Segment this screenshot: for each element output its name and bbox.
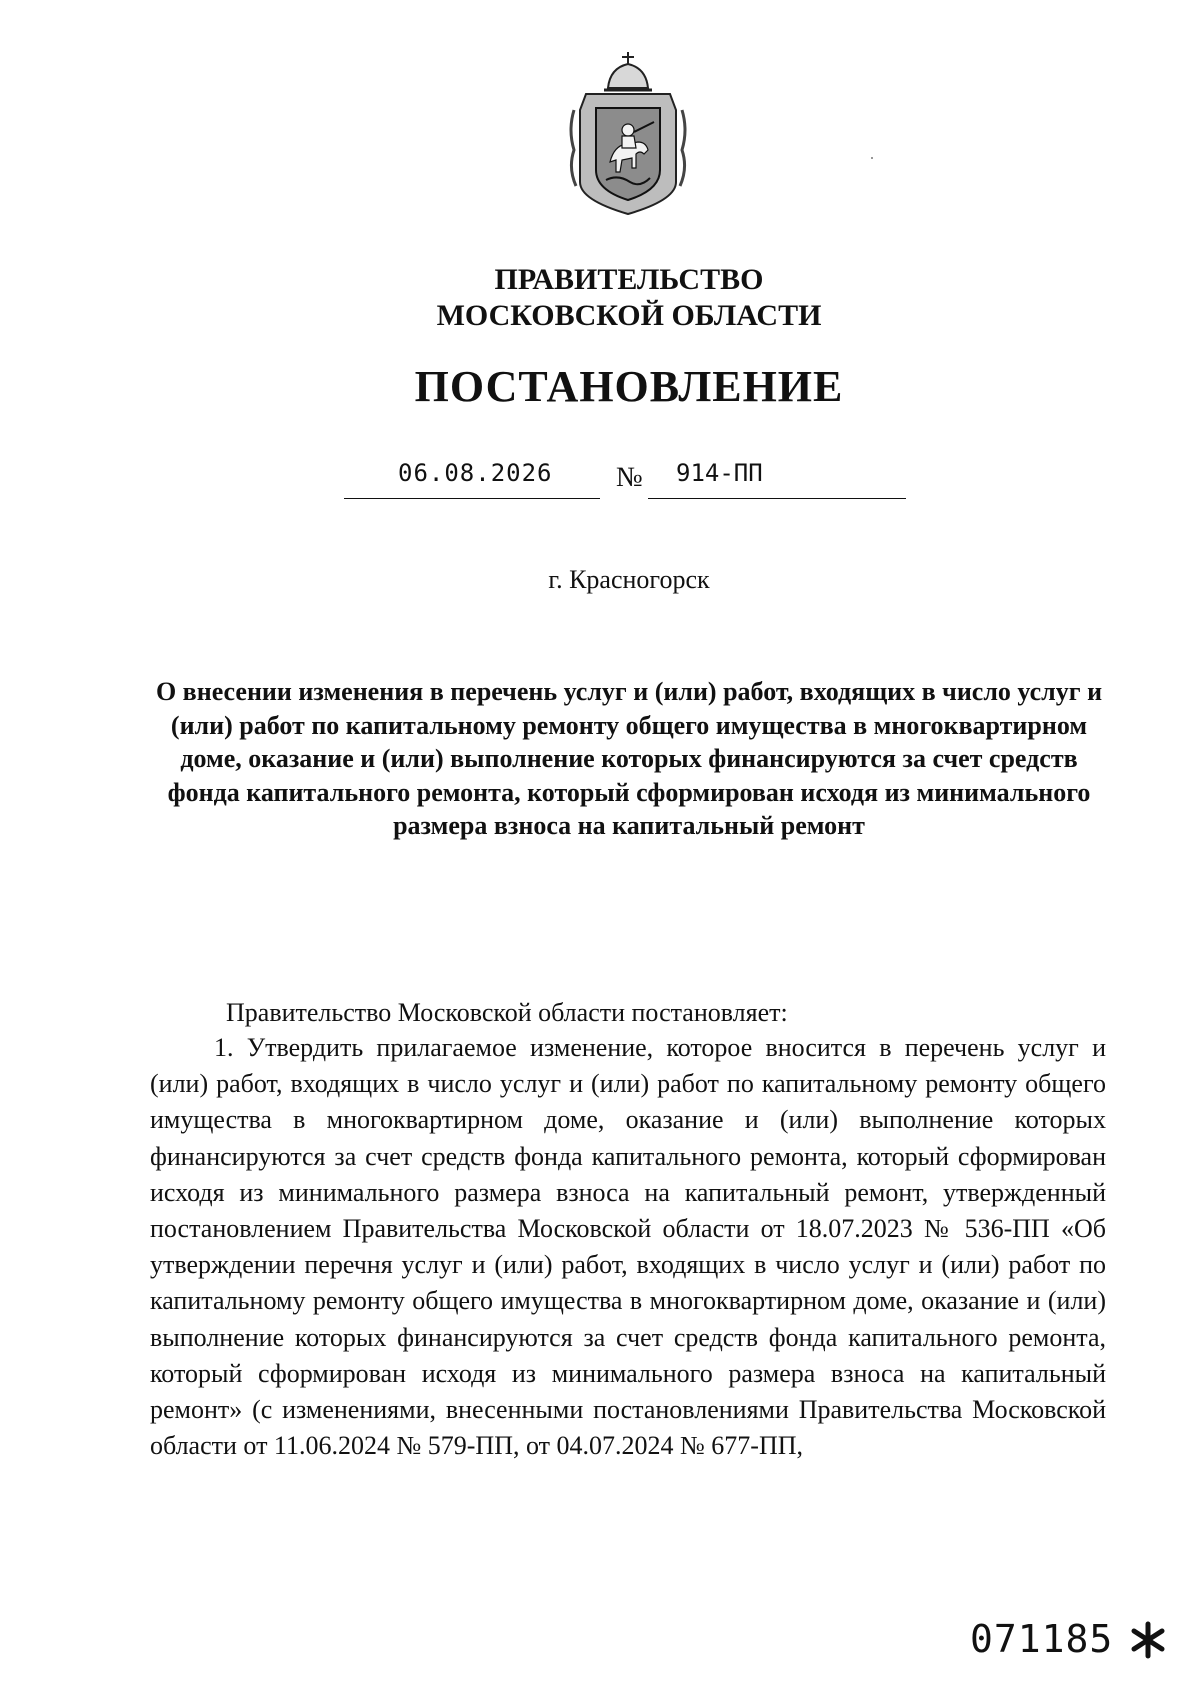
document-title: О внесении изменения в перечень услуг и (или) работ, входящих в число услуг и (или) работ по капитальному ремонту общего имущества в многоквартирном доме, оказание и (или) выполнение которых финансируются за счет средств фонда капитального ремонта, который сформирован исходя из минимального размера взноса на капитальный ремонт	[155, 677, 1103, 840]
preamble: Правительство Московской области постановляет:	[226, 998, 788, 1027]
issuing-authority-line-2: МОСКОВСКОЙ ОБЛАСТИ	[436, 299, 822, 332]
coat-of-arms-icon	[566, 50, 690, 218]
scan-speck	[871, 157, 873, 159]
stamp-number: 071185	[970, 1617, 1114, 1661]
date-underline	[344, 498, 600, 499]
place-of-issue: г. Красногорск	[548, 565, 710, 594]
number-sign: №	[616, 462, 643, 493]
number-underline	[648, 498, 906, 499]
asterisk-icon	[1128, 1620, 1168, 1660]
document-number: 914-ПП	[676, 459, 763, 487]
paragraph-1: 1. Утвердить прилагаемое изменение, которое вносится в перечень услуг и (или) работ, входящих в число услуг и (или) работ по капитальному ремонту общего имущества в многоквартирном доме, оказание и (или) выполнение которых финансируются за счет средств фонда капитального ремонта, который сформирован исходя из минимального размера взноса на капитальный ремонт, утвержденный постановлением Правительства Московской области от 18.07.2023 № 536-ПП «Об утверждении перечня услуг и (или) работ, входящих в число услуг и (или) работ по капитальному ремонту общего имущества в многоквартирном доме, оказание и (или) выполнение которых финансируются за счет средств фонда капитального ремонта, который сформирован исходя из минимального размера взноса на капитальный ремонт» (с изменениями, внесенными постановлениями Правительства Московской области от 11.06.2024 № 579-ПП, от 04.07.2024 № 677-ПП,	[150, 1033, 1106, 1461]
document-date: 06.08.2026	[398, 459, 553, 487]
document-type-heading: ПОСТАНОВЛЕНИЕ	[414, 362, 844, 411]
issuing-authority-line-1: ПРАВИТЕЛЬСТВО	[494, 263, 764, 296]
